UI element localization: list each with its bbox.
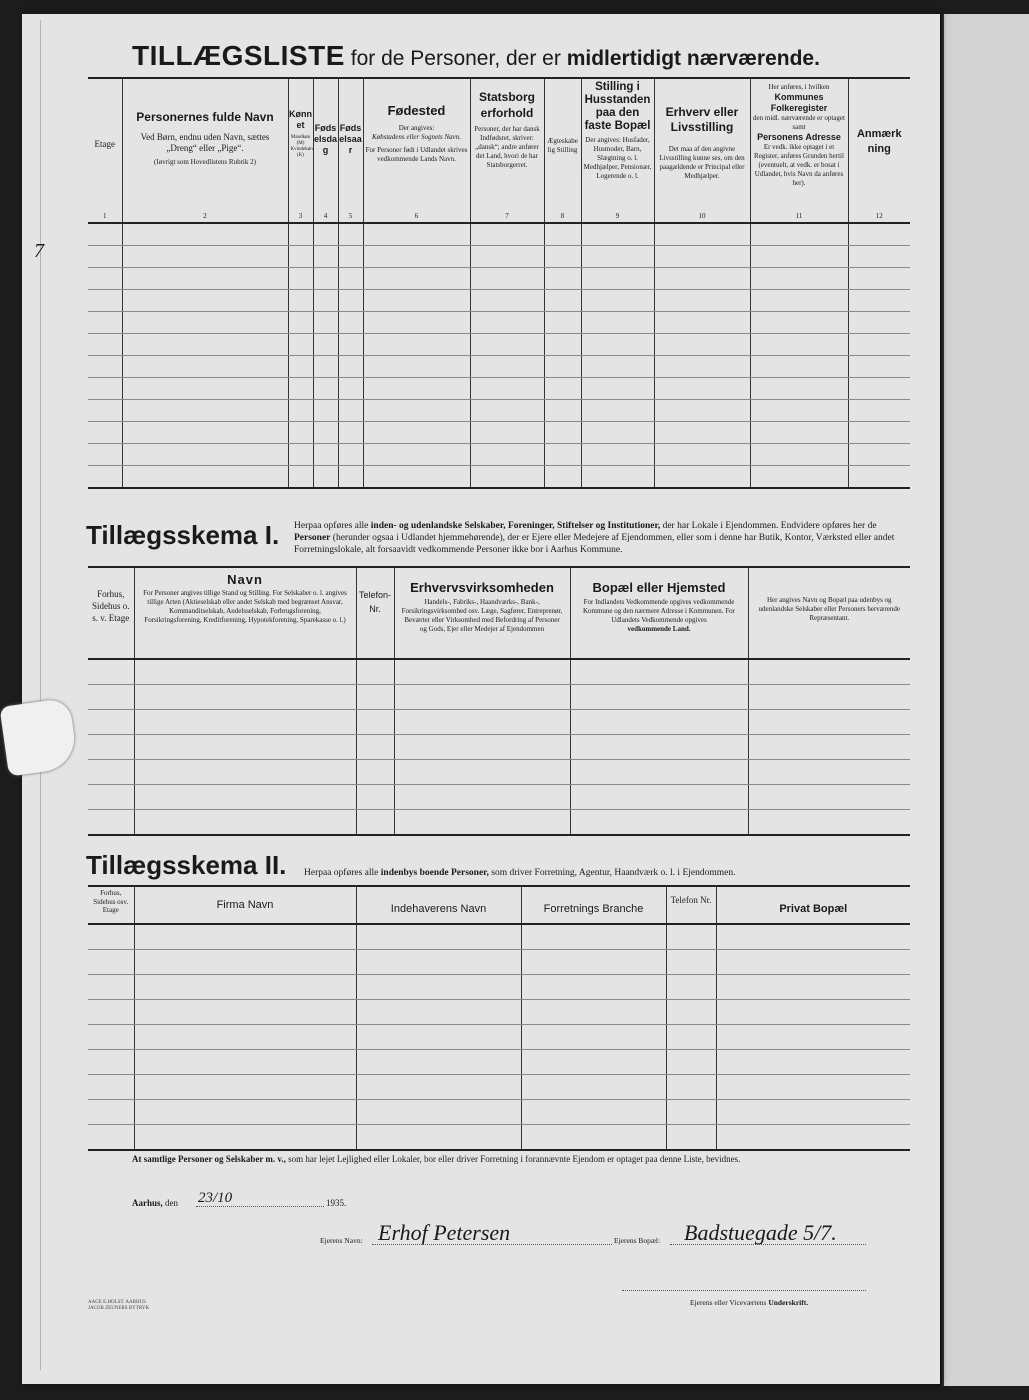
schema-2-title: Tillægsskema II. (86, 850, 287, 880)
col-business-branch: Forretnings Branche (521, 886, 666, 924)
table-row (88, 975, 910, 1000)
owner-address-line (670, 1244, 866, 1245)
city-label: Aarhus, den (132, 1198, 179, 1208)
owner-address-label: Ejerens Bopæl: (614, 1236, 661, 1245)
signature-label: Ejerens eller Viceværtens Underskrift. (690, 1298, 809, 1307)
sheet-edge-line (40, 20, 41, 1370)
table-row (88, 735, 910, 760)
printer-imprint: AAGE E.HOLST. AARHUS JACOB ZEUNERS BYTRYK (88, 1300, 150, 1311)
table-row (88, 356, 910, 378)
adjacent-page (942, 14, 1029, 1386)
table-row (88, 1025, 910, 1050)
col-building-floor: Forhus, Sidehus osv. Etage (88, 886, 134, 924)
col-birthday: Fødselsdag 4 (313, 78, 338, 223)
col-telephone: Telefon Nr. (666, 886, 716, 924)
table-row (88, 466, 910, 489)
owner-name-signature: Erhof Petersen (378, 1220, 511, 1245)
table-row (88, 223, 910, 246)
owner-name-line (372, 1244, 612, 1245)
table-row (88, 950, 910, 975)
col-marital-status: Ægteskabelig Stilling 8 (544, 78, 581, 223)
table-row (88, 422, 910, 444)
col-private-residence: Privat Bopæl (716, 886, 910, 924)
col-telephone: Telefon-Nr. (356, 567, 394, 659)
table-row (88, 685, 910, 710)
table-row (88, 334, 910, 356)
table-row (88, 760, 910, 785)
col-birthplace: Fødested Der angives: Købstadens eller Sognets Navn. For Personer født i Udlandet skrives vedkommende Lands Navn. 6 (363, 78, 470, 223)
table-row (88, 1075, 910, 1100)
title-bold: TILLÆGSLISTE (132, 40, 345, 71)
table-row (88, 268, 910, 290)
table-header-row (88, 567, 910, 659)
col-citizenship: Statsborgerforhold Personer, der har dansk Indfødsret, skriver: „dansk“; andre anfører det Land, hvori de har Statsborgerret. 7 (470, 78, 544, 223)
col-birthyear: Fødselsaar 5 (338, 78, 363, 223)
table-row (88, 710, 910, 735)
col-remarks: Anmærkning 12 (848, 78, 910, 223)
table-row (88, 246, 910, 268)
signature-line (622, 1290, 866, 1291)
temporary-persons-table (88, 77, 910, 489)
col-building-floor: Forhus, Sidehus o. s. v. Etage (88, 567, 134, 659)
col-representative: Her angives Navn og Bopæl paa udenbys og udenlandske Selskaber eller Personers herværende Repræsentant. (748, 567, 910, 659)
table-row (88, 924, 910, 950)
owner-name-label: Ejerens Navn: (320, 1236, 363, 1245)
date-line (196, 1206, 324, 1207)
title-bold-end: midlertidigt nærværende. (566, 47, 820, 70)
date-handwritten: 23/10 (198, 1190, 233, 1206)
table-header-row (88, 886, 910, 924)
owner-address-handwritten: Badstuegade 5/7. (684, 1220, 837, 1245)
col-full-name: Personernes fulde Navn Ved Børn, endnu uden Navn, sættes „Dreng“ eller „Pige“. (Iøvrigt som Hovedlistens Rubrik 2) 2 (122, 78, 288, 223)
col-residence: Bopæl eller Hjemsted For Indlandets Vedkommende opgives vedkommende Kommune og den nærmere Adresse i Kommunen. For Udlandets Vedkommende opgives vedkommende Land. (570, 567, 748, 659)
page-title (132, 40, 820, 72)
table-row (88, 444, 910, 466)
attestation-text: At samtlige Personer og Selskaber m. v., som har lejet Lejlighed eller Lokaler, bor eller driver Forretning i forannævnte Ejendom er optaget paa denne Liste, bevidnes. (132, 1154, 741, 1164)
schema-1-description: Herpaa opføres alle inden- og udenlandske Selskaber, Foreninger, Stiftelser og Institutioner, der har Lokale i Ejendommen. Endvidere opføres her de Personer (herunder ogsaa i Udlandet hjemmehørende), der er Ejere eller Medejere af Ejendommen, eller som i denne har Butik, Kontor, Værksted eller andet Forretningslokale, alt forsaavidt vedkommende Personer ikke bor i Aarhus Kommune. (294, 521, 895, 555)
table-row (88, 810, 910, 836)
table-row (88, 378, 910, 400)
table-row (88, 1125, 910, 1151)
col-owner-name: Indehaverens Navn (356, 886, 521, 924)
col-business: Erhvervsvirksomheden Handels-, Fabriks-, Haandværks-, Bank-, Forsikringsvirksomhed osv. Læge, Sagfører, Entreprenør, Beværter eller Virksomhed med Befordring af Personer og Gods, Ejer eller Medejer af Ejendommen (394, 567, 570, 659)
table-row (88, 1100, 910, 1125)
title-mid: for de Personer, der er (350, 47, 561, 70)
table-row (88, 312, 910, 334)
page-mark: 7 (34, 240, 44, 262)
table-row (88, 659, 910, 685)
col-gender: Kønnet Mandkøn (M) Kvindekøn (K) 3 (288, 78, 313, 223)
schema-2-description: Herpaa opføres alle indenbys boende Personer, som driver Forretning, Agentur, Haandværk o. l. i Ejendommen. (304, 868, 736, 878)
local-businesses-table (88, 885, 910, 1151)
table-row (88, 785, 910, 810)
table-row (88, 290, 910, 312)
col-occupation: Erhverv eller Livsstilling Det maa af den angivne Livsstilling kunne ses, om den paagældende er Principal eller Medhjælper. 10 (654, 78, 750, 223)
table-header-row (88, 78, 910, 223)
col-etage: Etage 1 (88, 78, 122, 223)
col-registry-address: Her anføres, i hvilken Kommunes Folkeregister den midl. nærværende er optaget samt Personens Adresse Er vedk. ikke optaget i et Register, anføres Grunden hertil (eventuelt, at vedk. er bosat i Udlandet, hvis Navn da anføres her). 11 (750, 78, 848, 223)
year-label: 1935. (326, 1198, 347, 1208)
schema-1-title: Tillægsskema I. (86, 520, 280, 550)
col-name: Navn For Personer angives tillige Stand og Stilling. For Selskaber o. l. angives tillige Arten (Aktieselskab eller andet Selskab med begrænset Ansvar, Kommanditselskab, Andelsselskab, Forbrugsforening, Forsikringsforening, Kreditforening, Hypotekforening, Sparekasse o. l.) (134, 567, 356, 659)
table-row (88, 1050, 910, 1075)
table-row (88, 1000, 910, 1025)
col-household-position: Stilling i Husstanden paa den faste Bopæl Der angives: Husfader, Husmoder, Barn, Slægtning o. l. Medhjælper, Pensionær, Logerende o. l. 9 (581, 78, 654, 223)
companies-table (88, 566, 910, 836)
table-row (88, 400, 910, 422)
col-firm-name: Firma Navn (134, 886, 356, 924)
